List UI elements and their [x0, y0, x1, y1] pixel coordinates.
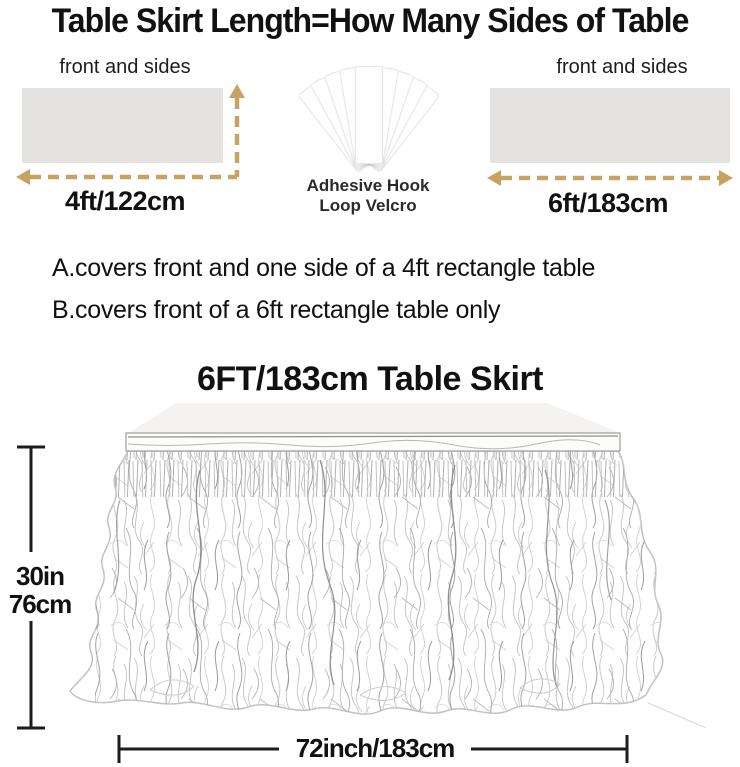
- note-line-b: B.covers front of a 6ft rectangle table only: [52, 296, 501, 324]
- tabletop-surface: [128, 403, 620, 433]
- height-label-cm: 76cm: [8, 589, 72, 619]
- page-title: Table Skirt Length=How Many Sides of Table: [51, 2, 689, 40]
- swatch-a-label: front and sides: [59, 56, 191, 78]
- velcro-caption-line2: Loop Velcro: [319, 196, 417, 215]
- velcro-caption-line1: Adhesive Hook: [306, 176, 430, 195]
- width-label: 72inch/183cm: [295, 733, 455, 763]
- height-label-inches: 30in: [15, 561, 65, 591]
- diagram-heading: 6FT/183cm Table Skirt: [196, 360, 544, 398]
- table-edge-line: [648, 703, 706, 728]
- skirt-top-band: [126, 433, 620, 451]
- note-line-a: A.covers front and one side of a 4ft rectangle table: [52, 254, 596, 282]
- skirt-body: [70, 448, 670, 723]
- swatch-b-label: front and sides: [556, 56, 688, 78]
- swatch-b-dimension: 6ft/183cm: [547, 188, 669, 218]
- swatch-a-dimension: 4ft/122cm: [64, 186, 186, 216]
